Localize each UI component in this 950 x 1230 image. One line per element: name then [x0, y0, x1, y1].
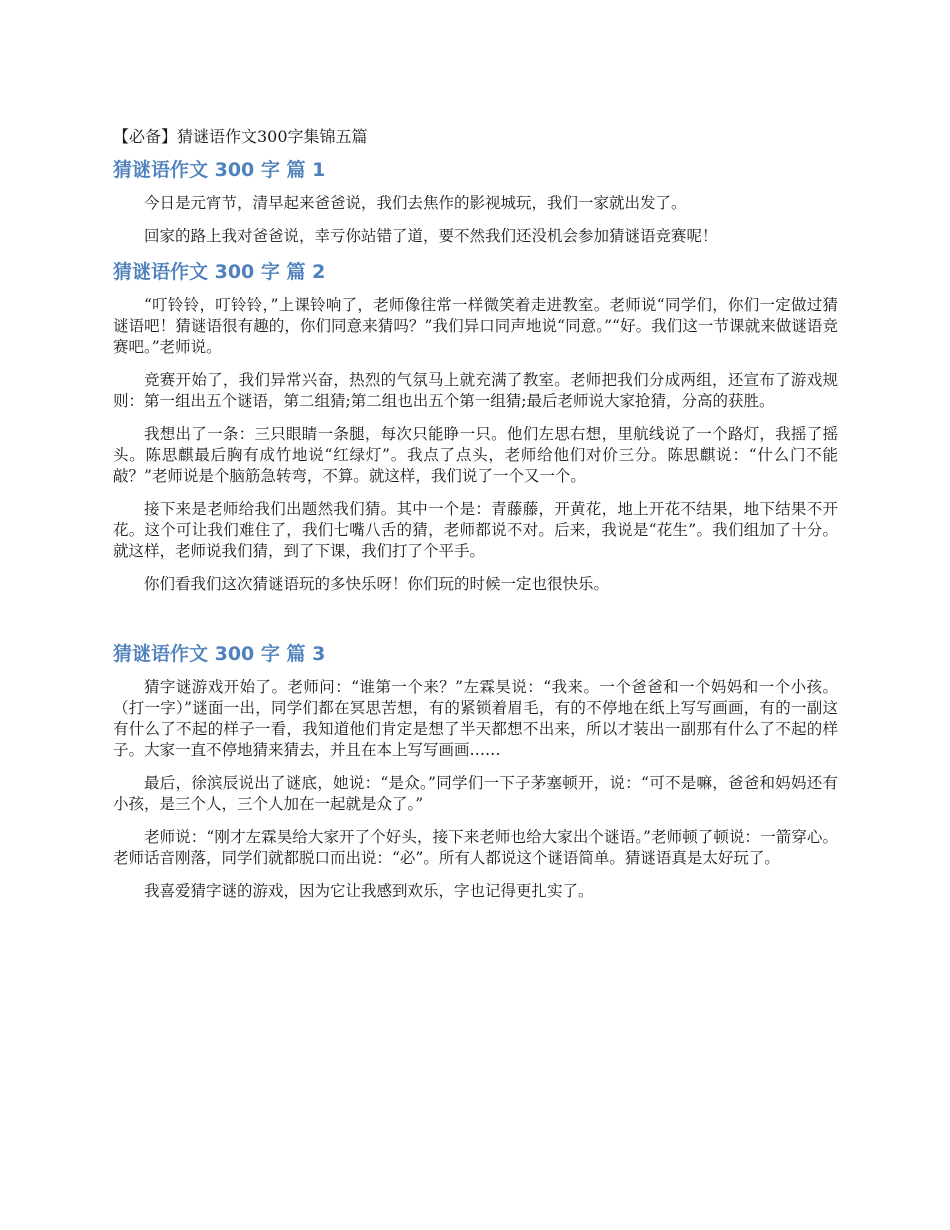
- document-page: [113, 126, 838, 914]
- section-3: [113, 641, 838, 902]
- paragraph: 回家的路上我对爸爸说，幸亏你站错了道，要不然我们还没机会参加猜谜语竞赛呢！: [144, 227, 718, 245]
- paragraph: 猜字谜游戏开始了。老师问：“谁第一个来？”左霖昊说：“我来。一个爸爸和一个妈妈和一个小孩。（打一字）”谜面一出，同学们都在冥思苦想，有的紧锁着眉毛，有的不停地在纸上写写画画，有的一副这有什么了不起的样子一看，我知道他们肯定是想了半天都想不出来，所以才装出一副那有什么了不起的样子。大家一直不停地猜来猜去，并且在本上写写画画……: [113, 678, 838, 759]
- paragraph: 我想出了一条：三只眼睛一条腿，每次只能睁一只。他们左思右想，里航线说了一个路灯，我摇了摇头。陈思麒最后胸有成竹地说“红绿灯”。我点了点头，老师给他们对价三分。陈思麒说：“什么门不能敲？”老师说是个脑筋急转弯，不算。就这样，我们说了一个又一个。: [113, 425, 838, 485]
- paragraph: 接下来是老师给我们出题然我们猜。其中一个是：青藤藤，开黄花，地上开花不结果，地下结果不开花。这个可让我们难住了，我们七嘴八舌的猜，老师都说不对。后来，我说是“花生”。我们组加了十分。就这样，老师说我们猜，到了下课，我们打了个平手。: [113, 500, 838, 560]
- paragraph: 最后，徐滨辰说出了谜底，她说：“是众。”同学们一下子茅塞顿开，说：“可不是嘛，爸爸和妈妈还有小孩，是三个人，三个人加在一起就是众了。”: [113, 774, 838, 813]
- section-heading: 猜谜语作文 300 字 篇 3: [113, 643, 326, 665]
- paragraph: 老师说：“刚才左霖昊给大家开了个好头，接下来老师也给大家出个谜语。”老师顿了顿说：一箭穿心。老师话音刚落，同学们就都脱口而出说：“必”。所有人都说这个谜语简单。猜谜语真是太好玩了。: [113, 828, 838, 867]
- section-2: [113, 259, 838, 595]
- paragraph: 我喜爱猜字谜的游戏，因为它让我感到欢乐，字也记得更扎实了。: [144, 882, 594, 900]
- paragraph: 今日是元宵节，清早起来爸爸说，我们去焦作的影视城玩，我们一家就出发了。: [144, 194, 687, 212]
- paragraph: “叮铃铃，叮铃铃，”上课铃响了，老师像往常一样微笑着走进教室。老师说“同学们，你们一定做过猜谜语吧！猜谜语很有趣的，你们同意来猜吗？”我们异口同声地说“同意。”“好。我们这一节课就来做谜语竞赛吧。”老师说。: [113, 296, 838, 356]
- section-heading: 猜谜语作文 300 字 篇 1: [113, 159, 326, 181]
- paragraph: 竞赛开始了，我们异常兴奋，热烈的气氛马上就充满了教室。老师把我们分成两组，还宣布了游戏规则：第一组出五个谜语，第二组猜;第二组也出五个第一组猜;最后老师说大家抢猜，分高的获胜。: [113, 371, 838, 410]
- section-1: [113, 157, 838, 247]
- paragraph: 你们看我们这次猜谜语玩的多快乐呀！你们玩的时候一定也很快乐。: [144, 575, 610, 593]
- section-heading: 猜谜语作文 300 字 篇 2: [113, 261, 326, 283]
- document-title: 【必备】猜谜语作文300字集锦五篇: [113, 127, 368, 146]
